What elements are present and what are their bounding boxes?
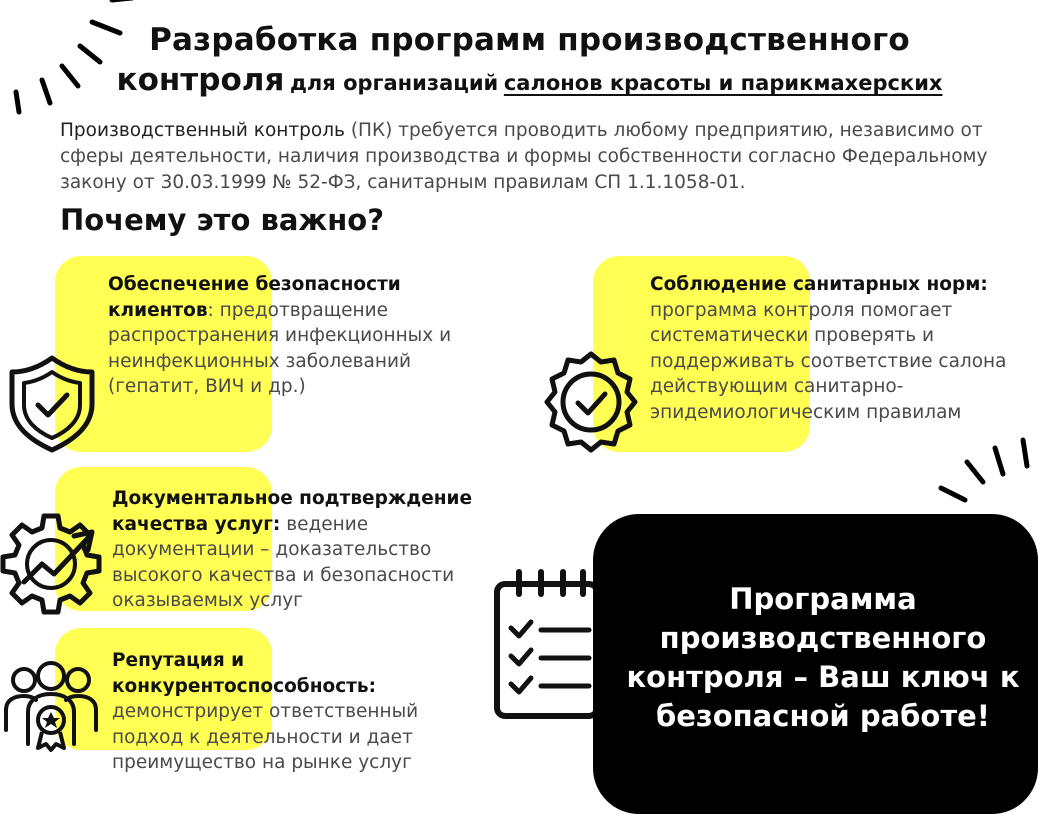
why-heading: Почему это важно? [60, 203, 385, 237]
title-subtext: для организаций [289, 71, 499, 95]
checklist-icon [493, 570, 603, 720]
shield-check-icon [4, 352, 104, 452]
gear-growth-icon [2, 512, 102, 612]
card-title: Документальное подтверждение качества услуг: [112, 488, 473, 535]
card-documentation [112, 486, 474, 614]
card-reputation [112, 648, 442, 776]
card-title: Обеспечение безопасности клиентов [108, 274, 401, 321]
card-text: : предотвращение распространения инфекционных и неинфекционных заболеваний (гепатит, ВИЧ и др.) [108, 299, 452, 397]
card-sanitary [650, 272, 1030, 425]
card-text: демонстрирует ответственный подход к деятельности и дает преимущество на рынке услуг [112, 701, 419, 773]
intro-text: (ПК) требуется проводить любому предприятию, независимо от сферы деятельности, наличия производства и формы собственности согласно Федеральному закону от 30.03.1999 № 52-ФЗ, санитарным правилам СП 1.1.1058-01. [60, 120, 988, 193]
card-safety [108, 272, 478, 400]
card-title: Соблюдение санитарных норм: [650, 274, 988, 295]
card-text: программа контроля помогает систематически проверять и поддерживать соответствие салона действующим санитарно-эпидемиологическим правилам [650, 299, 1007, 423]
burst-lines-decoration [0, 0, 140, 120]
team-medal-icon [2, 660, 102, 750]
page-title: Разработка программ производственного [149, 22, 910, 58]
title-underlined-text: салонов красоты и парикмахерских [503, 71, 943, 95]
title-word: контроля [116, 62, 285, 98]
cta-text: Программа производственного контроля – Ваш ключ к безопасной работе! [626, 582, 1020, 733]
intro-paragraph [60, 118, 1020, 196]
card-title: Репутация и конкурентоспособность: [112, 650, 376, 697]
card-text: ведение документации – доказательство высокого качества и безопасности оказываемых услуг [112, 513, 455, 611]
intro-lead: Производственный контроль [60, 120, 345, 141]
page-title-line2 [0, 62, 1059, 98]
burst-lines-decoration [935, 430, 1055, 520]
badge-check-icon [541, 352, 641, 452]
